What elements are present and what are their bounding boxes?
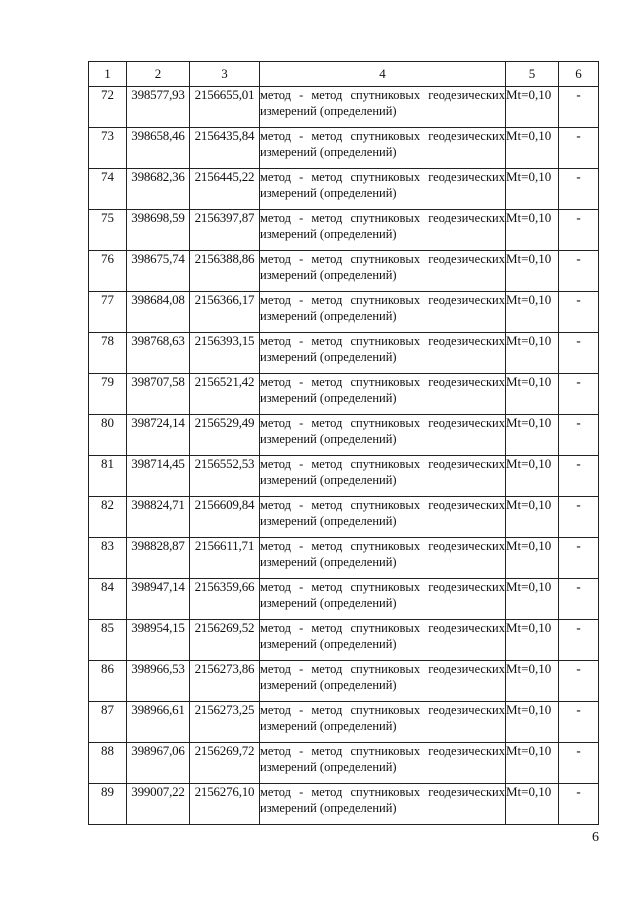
method-cell: метод - метод спутниковых геодезических измерений (определений) bbox=[260, 456, 506, 497]
x-coordinate-cell: 398724,14 bbox=[127, 415, 190, 456]
point-number-cell: 84 bbox=[89, 579, 127, 620]
table-header-row bbox=[89, 62, 599, 87]
header-col-1: 1 bbox=[89, 62, 127, 87]
extra-cell: - bbox=[559, 579, 599, 620]
extra-cell: - bbox=[559, 169, 599, 210]
table-row bbox=[89, 333, 599, 374]
table-row bbox=[89, 784, 599, 825]
extra-cell: - bbox=[559, 661, 599, 702]
point-number-cell: 77 bbox=[89, 292, 127, 333]
extra-cell: - bbox=[559, 128, 599, 169]
x-coordinate-cell: 398768,63 bbox=[127, 333, 190, 374]
extra-cell: - bbox=[559, 456, 599, 497]
extra-cell: - bbox=[559, 292, 599, 333]
y-coordinate-cell: 2156269,52 bbox=[190, 620, 260, 661]
x-coordinate-cell: 398707,58 bbox=[127, 374, 190, 415]
table-row bbox=[89, 292, 599, 333]
table-row bbox=[89, 661, 599, 702]
point-number-cell: 78 bbox=[89, 333, 127, 374]
y-coordinate-cell: 2156269,72 bbox=[190, 743, 260, 784]
y-coordinate-cell: 2156609,84 bbox=[190, 497, 260, 538]
method-cell: метод - метод спутниковых геодезических измерений (определений) bbox=[260, 210, 506, 251]
table-row bbox=[89, 620, 599, 661]
accuracy-cell: Mt=0,10 bbox=[506, 210, 559, 251]
x-coordinate-cell: 399007,22 bbox=[127, 784, 190, 825]
extra-cell: - bbox=[559, 374, 599, 415]
accuracy-cell: Mt=0,10 bbox=[506, 702, 559, 743]
accuracy-cell: Mt=0,10 bbox=[506, 87, 559, 128]
x-coordinate-cell: 398698,59 bbox=[127, 210, 190, 251]
table-row bbox=[89, 87, 599, 128]
table-row bbox=[89, 538, 599, 579]
accuracy-cell: Mt=0,10 bbox=[506, 784, 559, 825]
y-coordinate-cell: 2156276,10 bbox=[190, 784, 260, 825]
method-cell: метод - метод спутниковых геодезических измерений (определений) bbox=[260, 620, 506, 661]
method-cell: метод - метод спутниковых геодезических измерений (определений) bbox=[260, 128, 506, 169]
extra-cell: - bbox=[559, 415, 599, 456]
y-coordinate-cell: 2156273,25 bbox=[190, 702, 260, 743]
point-number-cell: 82 bbox=[89, 497, 127, 538]
method-cell: метод - метод спутниковых геодезических измерений (определений) bbox=[260, 661, 506, 702]
x-coordinate-cell: 398828,87 bbox=[127, 538, 190, 579]
accuracy-cell: Mt=0,10 bbox=[506, 497, 559, 538]
header-col-4: 4 bbox=[260, 62, 506, 87]
table-row bbox=[89, 743, 599, 784]
point-number-cell: 73 bbox=[89, 128, 127, 169]
y-coordinate-cell: 2156611,71 bbox=[190, 538, 260, 579]
x-coordinate-cell: 398954,15 bbox=[127, 620, 190, 661]
extra-cell: - bbox=[559, 784, 599, 825]
header-col-3: 3 bbox=[190, 62, 260, 87]
accuracy-cell: Mt=0,10 bbox=[506, 292, 559, 333]
y-coordinate-cell: 2156529,49 bbox=[190, 415, 260, 456]
extra-cell: - bbox=[559, 333, 599, 374]
method-cell: метод - метод спутниковых геодезических измерений (определений) bbox=[260, 538, 506, 579]
accuracy-cell: Mt=0,10 bbox=[506, 128, 559, 169]
point-number-cell: 75 bbox=[89, 210, 127, 251]
y-coordinate-cell: 2156273,86 bbox=[190, 661, 260, 702]
y-coordinate-cell: 2156521,42 bbox=[190, 374, 260, 415]
extra-cell: - bbox=[559, 87, 599, 128]
coordinates-table bbox=[88, 61, 599, 825]
y-coordinate-cell: 2156366,17 bbox=[190, 292, 260, 333]
accuracy-cell: Mt=0,10 bbox=[506, 538, 559, 579]
point-number-cell: 72 bbox=[89, 87, 127, 128]
method-cell: метод - метод спутниковых геодезических измерений (определений) bbox=[260, 497, 506, 538]
header-col-6: 6 bbox=[559, 62, 599, 87]
header-col-2: 2 bbox=[127, 62, 190, 87]
extra-cell: - bbox=[559, 743, 599, 784]
x-coordinate-cell: 398577,93 bbox=[127, 87, 190, 128]
accuracy-cell: Mt=0,10 bbox=[506, 743, 559, 784]
point-number-cell: 85 bbox=[89, 620, 127, 661]
point-number-cell: 81 bbox=[89, 456, 127, 497]
y-coordinate-cell: 2156435,84 bbox=[190, 128, 260, 169]
x-coordinate-cell: 398675,74 bbox=[127, 251, 190, 292]
y-coordinate-cell: 2156445,22 bbox=[190, 169, 260, 210]
accuracy-cell: Mt=0,10 bbox=[506, 579, 559, 620]
point-number-cell: 88 bbox=[89, 743, 127, 784]
table-row bbox=[89, 456, 599, 497]
extra-cell: - bbox=[559, 538, 599, 579]
y-coordinate-cell: 2156388,86 bbox=[190, 251, 260, 292]
page-number: 6 bbox=[592, 830, 599, 845]
point-number-cell: 79 bbox=[89, 374, 127, 415]
table-row bbox=[89, 497, 599, 538]
accuracy-cell: Mt=0,10 bbox=[506, 251, 559, 292]
extra-cell: - bbox=[559, 702, 599, 743]
x-coordinate-cell: 398714,45 bbox=[127, 456, 190, 497]
extra-cell: - bbox=[559, 251, 599, 292]
point-number-cell: 87 bbox=[89, 702, 127, 743]
extra-cell: - bbox=[559, 620, 599, 661]
accuracy-cell: Mt=0,10 bbox=[506, 374, 559, 415]
point-number-cell: 83 bbox=[89, 538, 127, 579]
method-cell: метод - метод спутниковых геодезических измерений (определений) bbox=[260, 374, 506, 415]
accuracy-cell: Mt=0,10 bbox=[506, 661, 559, 702]
method-cell: метод - метод спутниковых геодезических измерений (определений) bbox=[260, 292, 506, 333]
accuracy-cell: Mt=0,10 bbox=[506, 620, 559, 661]
y-coordinate-cell: 2156359,66 bbox=[190, 579, 260, 620]
table-row bbox=[89, 251, 599, 292]
method-cell: метод - метод спутниковых геодезических измерений (определений) bbox=[260, 579, 506, 620]
x-coordinate-cell: 398967,06 bbox=[127, 743, 190, 784]
x-coordinate-cell: 398966,53 bbox=[127, 661, 190, 702]
accuracy-cell: Mt=0,10 bbox=[506, 415, 559, 456]
extra-cell: - bbox=[559, 497, 599, 538]
x-coordinate-cell: 398824,71 bbox=[127, 497, 190, 538]
point-number-cell: 76 bbox=[89, 251, 127, 292]
x-coordinate-cell: 398684,08 bbox=[127, 292, 190, 333]
accuracy-cell: Mt=0,10 bbox=[506, 456, 559, 497]
x-coordinate-cell: 398658,46 bbox=[127, 128, 190, 169]
point-number-cell: 74 bbox=[89, 169, 127, 210]
table-row bbox=[89, 702, 599, 743]
table-row bbox=[89, 579, 599, 620]
accuracy-cell: Mt=0,10 bbox=[506, 169, 559, 210]
method-cell: метод - метод спутниковых геодезических измерений (определений) bbox=[260, 784, 506, 825]
x-coordinate-cell: 398947,14 bbox=[127, 579, 190, 620]
header-col-5: 5 bbox=[506, 62, 559, 87]
point-number-cell: 89 bbox=[89, 784, 127, 825]
method-cell: метод - метод спутниковых геодезических измерений (определений) bbox=[260, 87, 506, 128]
method-cell: метод - метод спутниковых геодезических измерений (определений) bbox=[260, 743, 506, 784]
extra-cell: - bbox=[559, 210, 599, 251]
y-coordinate-cell: 2156397,87 bbox=[190, 210, 260, 251]
table-row bbox=[89, 169, 599, 210]
accuracy-cell: Mt=0,10 bbox=[506, 333, 559, 374]
y-coordinate-cell: 2156655,01 bbox=[190, 87, 260, 128]
table-row bbox=[89, 415, 599, 456]
table-row bbox=[89, 210, 599, 251]
table-body bbox=[89, 87, 599, 825]
method-cell: метод - метод спутниковых геодезических измерений (определений) bbox=[260, 333, 506, 374]
x-coordinate-cell: 398682,36 bbox=[127, 169, 190, 210]
method-cell: метод - метод спутниковых геодезических измерений (определений) bbox=[260, 251, 506, 292]
point-number-cell: 80 bbox=[89, 415, 127, 456]
point-number-cell: 86 bbox=[89, 661, 127, 702]
y-coordinate-cell: 2156552,53 bbox=[190, 456, 260, 497]
method-cell: метод - метод спутниковых геодезических измерений (определений) bbox=[260, 415, 506, 456]
method-cell: метод - метод спутниковых геодезических измерений (определений) bbox=[260, 169, 506, 210]
x-coordinate-cell: 398966,61 bbox=[127, 702, 190, 743]
method-cell: метод - метод спутниковых геодезических измерений (определений) bbox=[260, 702, 506, 743]
table-row bbox=[89, 374, 599, 415]
table-row bbox=[89, 128, 599, 169]
y-coordinate-cell: 2156393,15 bbox=[190, 333, 260, 374]
